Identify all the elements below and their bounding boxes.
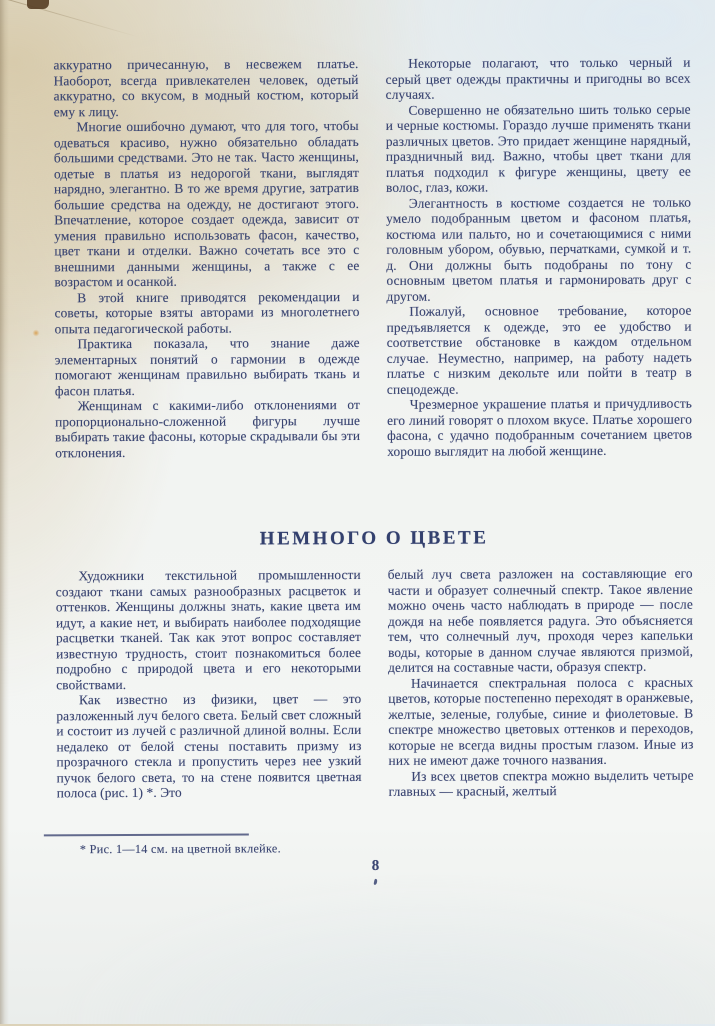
paragraph: Некоторые полагают, что только черный и серый цвет одежды практичны и пригодны во всех случаях. — [385, 54, 691, 102]
page-number — [57, 857, 694, 887]
paragraph: Начинается спектральная полоса с красных цветов, которые постепенно переходят в оранжевые, желтые, зеленые, голубые, синие и фиолетовые. В спектре множество цветовых оттенков и переходов, которые не всегда видны простым глазом. Иные из них не имеют даже точного названия. — [388, 674, 694, 768]
section-heading: НЕМНОГО О ЦВЕТЕ — [259, 527, 489, 550]
footnote-block — [44, 833, 362, 856]
color-left-column — [56, 567, 362, 801]
intro-section — [53, 55, 692, 461]
footnote: * Рис. 1—14 см. на цветной вклейке. — [79, 841, 281, 857]
intro-left-column — [53, 56, 360, 460]
intro-right-column — [385, 55, 692, 459]
color-right-column — [388, 566, 694, 800]
left-edge-shadow — [0, 0, 9, 1024]
page-number-value: 8 — [371, 857, 380, 874]
paragraph: Как известно из физики, цвет — это разложенный луч белого света. Белый свет сложный и состоит из лучей с различной длиной волны. Если недалеко от белой стены поставить призму из прозрачного стекла и пропустить через нее узкий пучок белого света, то на стене появится цветная полоса (рис. 1) *. Это — [56, 690, 362, 801]
paragraph: Женщинам с какими-либо отклонениями от пропорционально-сложенной фигуры лучше выбирать такие фасоны, которые скрадывали бы эти отклонения. — [55, 396, 361, 460]
paragraph: Из всех цветов спектра можно выделить четыре главных — красный, желтый — [388, 767, 694, 799]
ink-speck — [373, 879, 377, 885]
paragraph: аккуратно причесанную, в несвежем платье. Наоборот, всегда привлекателен человек, одетый аккуратно, со вкусом, в модный костюм, который ему к лицу. — [53, 55, 359, 119]
paragraph: Практика показала, что знание даже элементарных понятий о гармонии в одежде помогают женщинам правильно выбирать ткань и фасон платья. — [54, 334, 360, 398]
paragraph: Художники текстильной промышленности создают ткани самых разнообразных расцветок и оттенков. Женщины должны знать, какие цвета им идут, а какие нет, и выбирать наиболее подходящие расцветки тканей. Так как этот вопрос составляет известную трудность, стоит познакомиться более подробно с природой цвета и его некоторыми свойствами. — [55, 566, 362, 692]
color-section — [56, 566, 694, 801]
paragraph: белый луч света разложен на составляющие его части и образует солнечный спектр. Такое явление можно очень часто наблюдать в природе — после дождя на небе появляется радуга. Это объясняется тем, что солнечный луч, проходя через капельки воды, которые в данном случае являются призмой, делится на составные части, образуя спектр. — [387, 565, 694, 675]
footnote-rule — [44, 833, 249, 836]
paragraph: Пожалуй, основное требование, которое предъявляется к одежде, это ее удобство и соответствие обстановке в каждом отдельном случае. Неуместно, например, на работу надеть платье с низким декольте или пойти в театр в спецодежде. — [386, 302, 692, 397]
paragraph: Совершенно не обязательно шить только серые и черные костюмы. Гораздо лучше применять ткани различных цветов. Это придает женщине нарядный, праздничный вид. Важно, чтобы цвет ткани для платья подходил к фигуре женщины, цвету ее волос, глаз, кожи. — [385, 101, 691, 195]
paragraph: Чрезмерное украшение платья и причудливость его линий говорят о плохом вкусе. Платье хорошего фасона, с удачно подобранным сочетанием цветов хорошо выглядит на любой женщине. — [387, 395, 693, 459]
paper-notch — [27, 0, 49, 9]
paragraph: В этой книге приводятся рекомендации и советы, которые взяты авторами из многолетнего опыта педагогической работы. — [54, 288, 360, 336]
paragraph: Многие ошибочно думают, что для того, чтобы одеваться красиво, нужно обязательно обладать большими средствами. Это не так. Часто женщины, одетые в платья из недорогой ткани, выглядят нарядно, элегантно. В то же время другие, затратив большие средства на одежду, не достигают этого. Впечатление, которое создает одежда, зависит от умения правильно использовать фасон, качество, цвет ткани и отделки. Важно сочетать все это с внешними данными женщины, а также с ее возрастом и осанкой. — [53, 117, 360, 290]
paragraph: Элегантность в костюме создается не только умело подобранным цветом и фасоном платья, костюма или пальто, но и сочетающимися с ними головным убором, обувью, перчатками, сумкой и т. д. Они должны быть подобраны по тону с основным цветом платья и гармонировать друг с другом. — [386, 194, 692, 304]
